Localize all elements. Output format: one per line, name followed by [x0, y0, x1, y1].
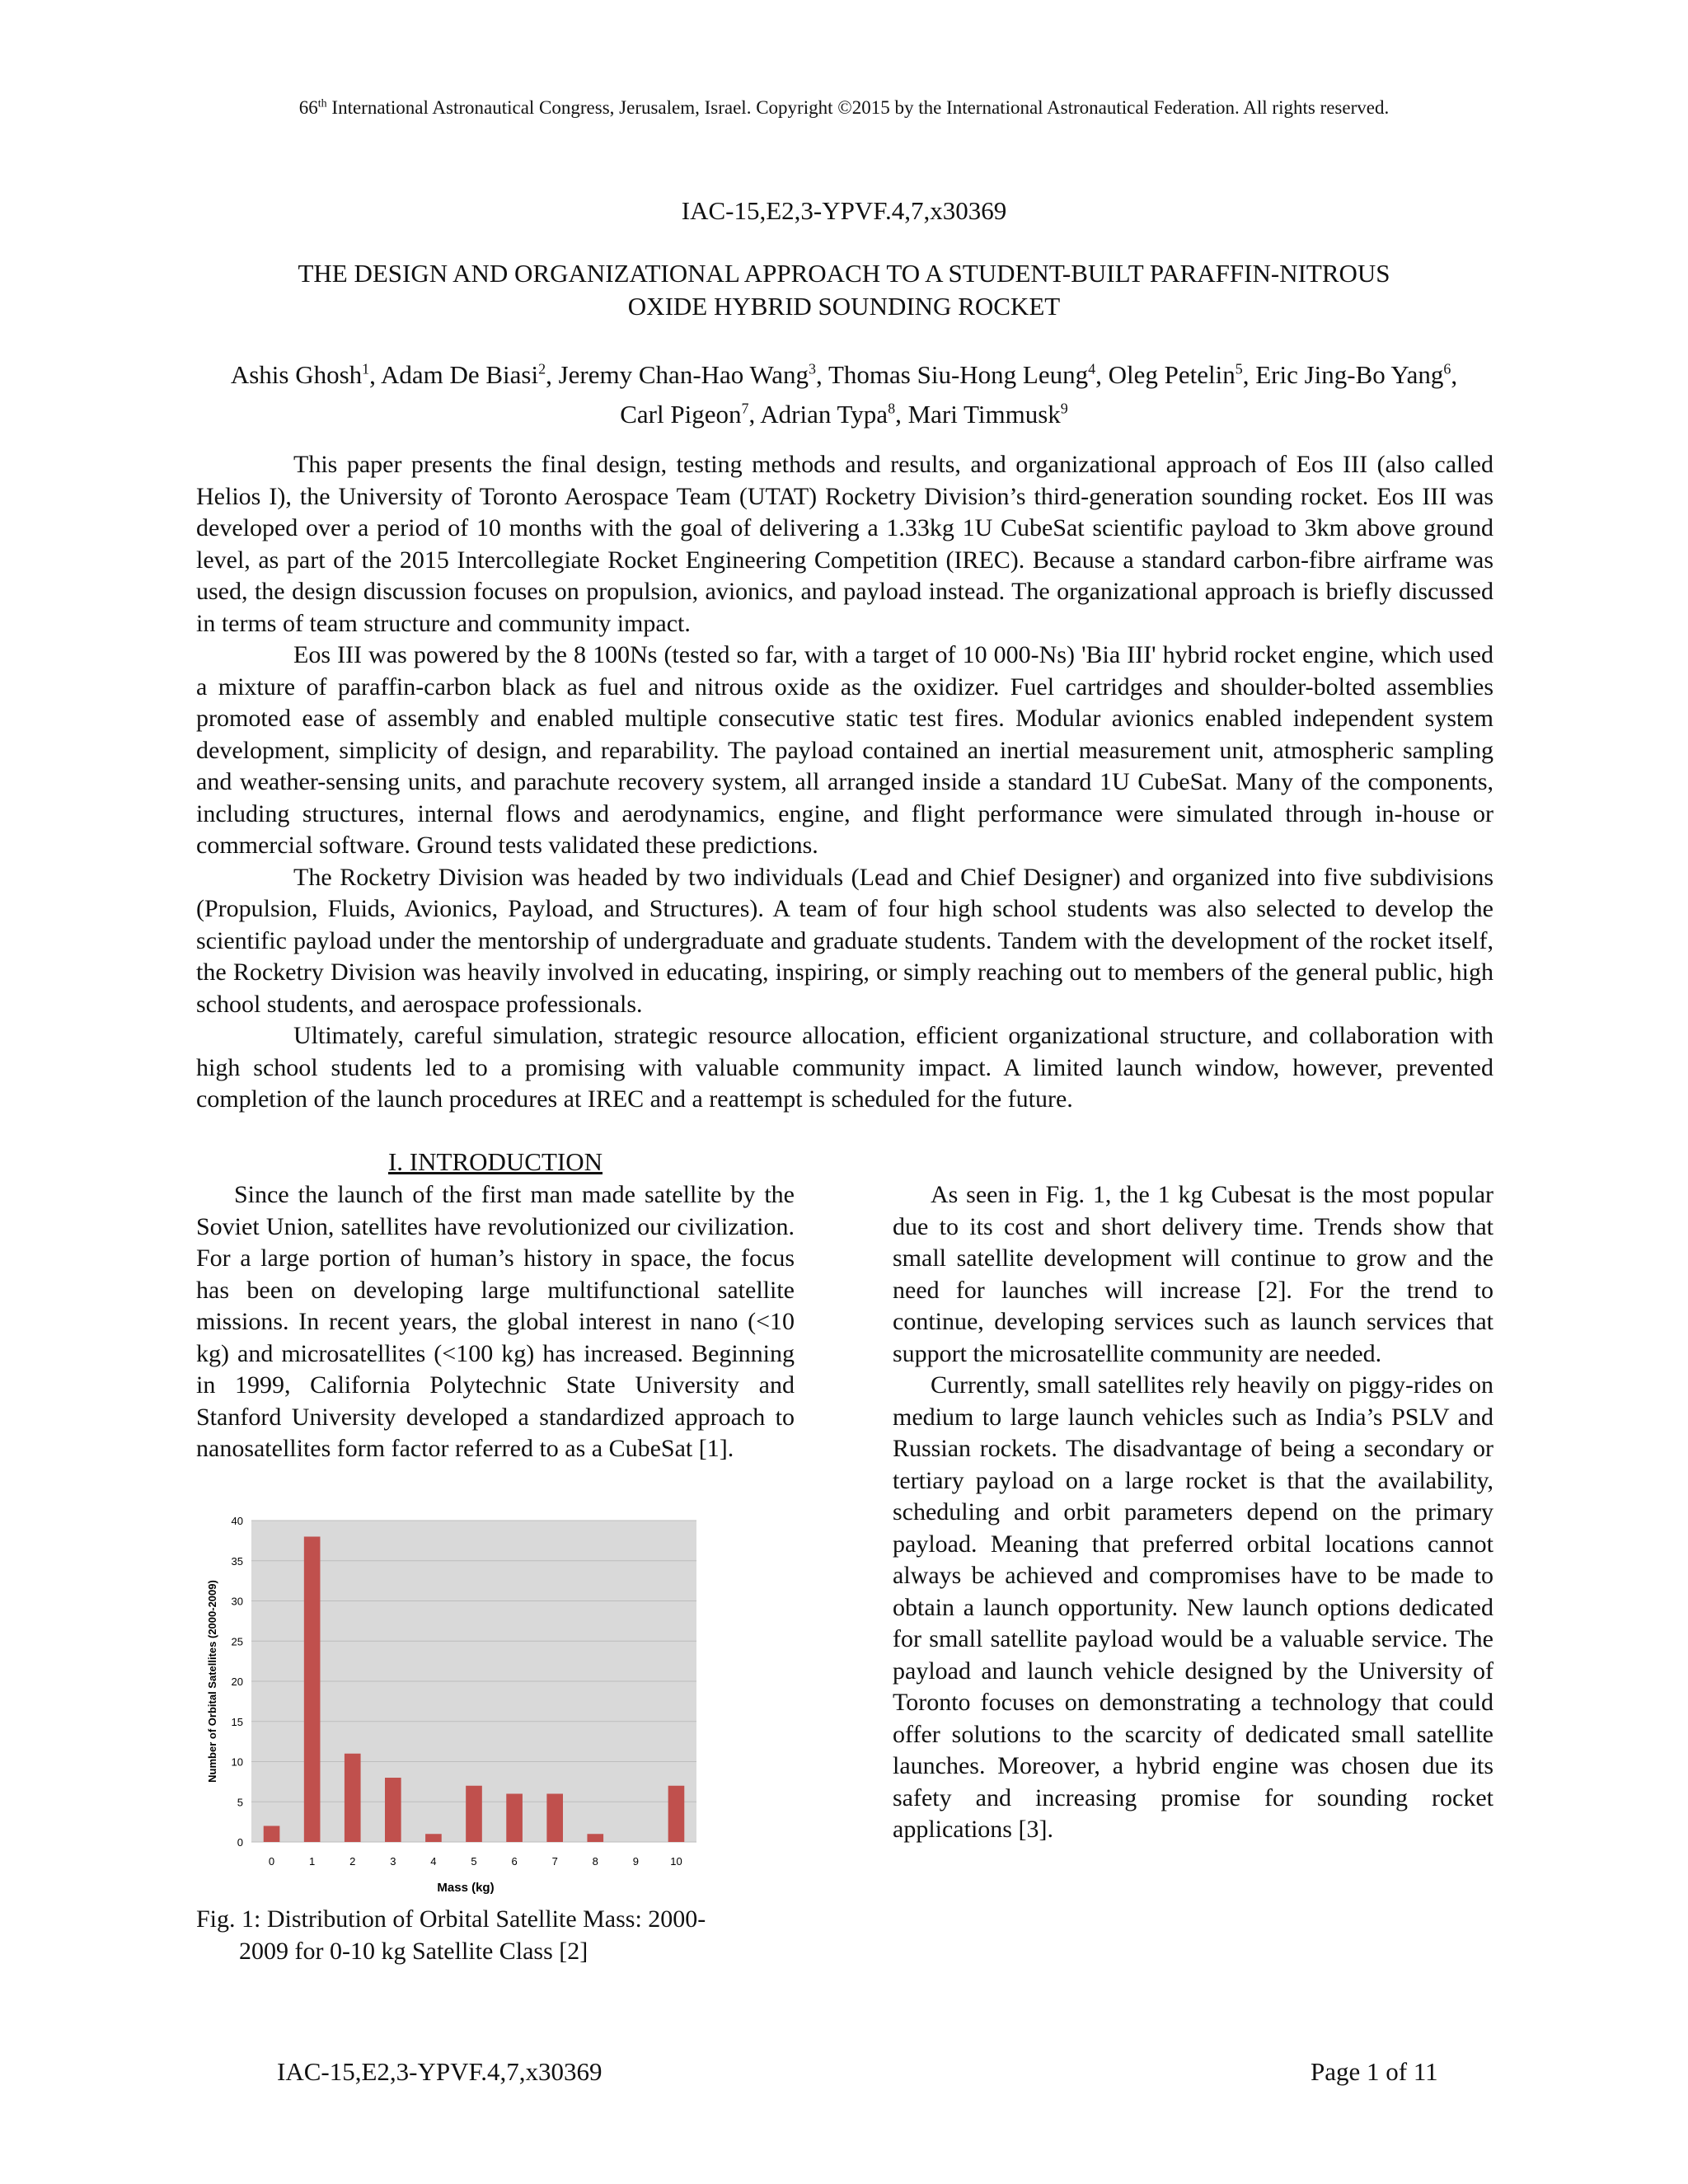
author: Adam De Biasi$^2$	[380, 360, 546, 390]
bar-mass-8kg	[587, 1834, 603, 1842]
abstract-paragraph: Ultimately, careful simulation, strategic resource allocation, efficient organizational structure, and collaboration with high school students led to a promising with valuable community impact. A limited launch window, however, prevented completion of the launch procedures at IREC and a reattempt is scheduled for the future.	[196, 1022, 1493, 1113]
right-column	[893, 1179, 1493, 1846]
author: Jeremy Chan-Hao Wang$^3$	[558, 360, 817, 390]
abstract-paragraph: Eos III was powered by the 8 100Ns (tested so far, with a target of 10 000-Ns) 'Bia III' hybrid rocket engine, which used a mixture of paraffin-carbon black as fuel and nitrous oxide as the oxidizer. Fuel cartridges and shoulder-bolted assemblies promoted ease of assembly and enabled multiple consecutive static test fires. Modular avionics enabled independent system development, simplicity of design, and reparability. The payload contained an inertial measurement unit, atmospheric sampling and weather-sensing units, and parachute recovery system, all arranged inside a standard 1U CubeSat. Many of the components, including structures, internal flows and aerodynamics, engine, and flight performance were simulated through in-house or commercial software. Ground tests validated these predictions.	[196, 641, 1493, 859]
x-tick-label: 7	[551, 1855, 558, 1868]
bar-mass-0kg	[264, 1826, 280, 1843]
paper-id: IAC-15,E2,3-YPVF.4,7,x30369	[681, 196, 1007, 225]
author: Mari Timmusk$^9$	[907, 399, 1068, 429]
conference-number: 66	[298, 97, 318, 118]
bar-mass-1kg	[304, 1537, 321, 1843]
conference-ordinal: th	[317, 97, 327, 110]
section-heading: I. INTRODUCTION	[387, 1147, 603, 1176]
y-tick-label: 30	[231, 1595, 243, 1608]
caption-line-2: 2009 for 0-10 kg Satellite Class [2]	[239, 1937, 588, 1965]
bar-mass-3kg	[385, 1778, 401, 1842]
figure-caption	[196, 1904, 795, 1967]
body-paragraph: Since the launch of the first man made satellite by the Soviet Union, satellites have revolutionized our civilization. For a large portion of human’s history in space, the focus has been on developing large multifunctional satellite missions. In recent years, the global interest in nano (<10 kg) and microsatellites (<100 kg) has increased. Beginning in 1999, California Polytechnic State University and Stanford University developed a standardized approach to nanosatellites form factor referred to as a CubeSat [1].	[196, 1181, 795, 1462]
satellite-mass-bar-chart	[198, 1508, 742, 1896]
body-paragraph: As seen in Fig. 1, the 1 kg Cubesat is the most popular due to its cost and short delivery time. Trends show that small satellite development will continue to grow and the need for launches will increase [2]. For the trend to continue, developing services such as launch services that support the microsatellite community are needed.	[893, 1181, 1493, 1367]
x-tick-label: 5	[471, 1855, 477, 1868]
x-tick-label: 9	[632, 1855, 639, 1868]
paper-title	[247, 257, 1441, 323]
caption-line-1: Fig. 1: Distribution of Orbital Satellite Mass: 2000-	[196, 1905, 706, 1933]
author: Ashis Ghosh$^1$	[230, 360, 370, 390]
bar-mass-5kg	[466, 1786, 482, 1842]
bar-mass-10kg	[668, 1786, 685, 1842]
x-tick-label: 6	[511, 1855, 518, 1868]
title-line-2: OXIDE HYBRID SOUNDING ROCKET	[627, 292, 1061, 321]
author: Eric Jing-Bo Yang$^6$	[1255, 360, 1451, 390]
x-tick-label: 4	[430, 1855, 437, 1868]
y-tick-label: 25	[231, 1635, 243, 1648]
x-tick-label: 8	[592, 1855, 598, 1868]
footer-paper-id: IAC-15,E2,3-YPVF.4,7,x30369	[277, 2057, 603, 2086]
y-axis-label: Number of Orbital Satellites (2000-2009)	[206, 1580, 218, 1783]
page-number: Page 1 of 11	[1311, 2057, 1438, 2086]
y-tick-label: 15	[231, 1715, 243, 1728]
author: Adrian Typa$^8$	[760, 399, 896, 429]
x-tick-label: 2	[349, 1855, 356, 1868]
y-tick-label: 40	[231, 1515, 243, 1527]
bar-mass-7kg	[546, 1794, 563, 1843]
bar-mass-6kg	[506, 1794, 523, 1843]
y-tick-label: 0	[237, 1836, 243, 1849]
title-line-1: THE DESIGN AND ORGANIZATIONAL APPROACH TO A STUDENT-BUILT PARAFFIN-NITROUS	[298, 259, 1390, 288]
x-tick-label: 10	[670, 1855, 682, 1868]
y-tick-label: 20	[231, 1675, 243, 1688]
x-axis-label: Mass (kg)	[437, 1881, 495, 1895]
x-tick-label: 1	[309, 1855, 316, 1868]
left-column	[196, 1179, 795, 1465]
conference-header	[0, 97, 1688, 119]
abstract-paragraph: This paper presents the final design, testing methods and results, and organizational approach of Eos III (also called Helios I), the University of Toronto Aerospace Team (UTAT) Rocketry Division’s third-generation sounding rocket. Eos III was developed over a period of 10 months with the goal of delivering a 1.33kg 1U CubeSat scientific payload to 3km above ground level, as part of the 2015 Intercollegiate Rocket Engineering Competition (IREC). Because a standard carbon-fibre airframe was used, the design discussion focuses on propulsion, avionics, and payload instead. The organizational approach is briefly discussed in terms of team structure and community impact.	[196, 451, 1493, 637]
author-list: Ashis Ghosh$^1$, Adam De Biasi$^2$, Jeremy Chan-Hao Wang$^3$, Thomas Siu-Hong Leung$^4$, Oleg Petelin$^5$, Eric Jing-Bo Yang$^6$, Carl Pigeon$^7$, Adrian Typa$^8$, Mari Timmusk$^9$	[230, 360, 1458, 429]
conference-copyright: International Astronautical Congress, Jerusalem, Israel. Copyright ©2015 by the International Astronautical Federation. All rights reserved.	[326, 97, 1390, 118]
x-tick-label: 0	[268, 1855, 275, 1868]
bar-mass-2kg	[345, 1754, 361, 1842]
bar-mass-4kg	[425, 1834, 442, 1842]
body-paragraph: Currently, small satellites rely heavily on piggy-rides on medium to large launch vehicles such as India’s PSLV and Russian rockets. The disadvantage of being a secondary or tertiary payload on a large rocket is that the availability, scheduling and orbit parameters depend on the primary payload. Meaning that preferred orbital locations cannot always be achieved and compromises have to be made to obtain a launch opportunity. New launch options dedicated for small satellite payload would be a valuable service. The payload and launch vehicle designed by the University of Toronto focuses on demonstrating a technology that could offer solutions to the scarcity of dedicated small satellite launches. Moreover, a hybrid engine was chosen due its safety and increasing promise for sounding rocket applications [3].	[893, 1371, 1493, 1843]
author: Oleg Petelin$^5$	[1108, 360, 1243, 390]
author: Carl Pigeon$^7$	[620, 399, 749, 429]
abstract-paragraph: The Rocketry Division was headed by two individuals (Lead and Chief Designer) and organized into five subdivisions (Propulsion, Fluids, Avionics, Payload, and Structures). A team of four high school students was also selected to develop the scientific payload under the mentorship of undergraduate and graduate students. Tandem with the development of the rocket itself, the Rocketry Division was heavily involved in educating, inspiring, or simply reaching out to members of the general public, high school students, and aerospace professionals.	[196, 863, 1493, 1018]
y-tick-label: 5	[237, 1796, 243, 1809]
y-tick-label: 35	[231, 1554, 243, 1568]
abstract	[196, 449, 1493, 1116]
author: Thomas Siu-Hong Leung$^4$	[828, 360, 1096, 390]
x-tick-label: 3	[390, 1855, 396, 1868]
y-tick-label: 10	[231, 1755, 243, 1769]
